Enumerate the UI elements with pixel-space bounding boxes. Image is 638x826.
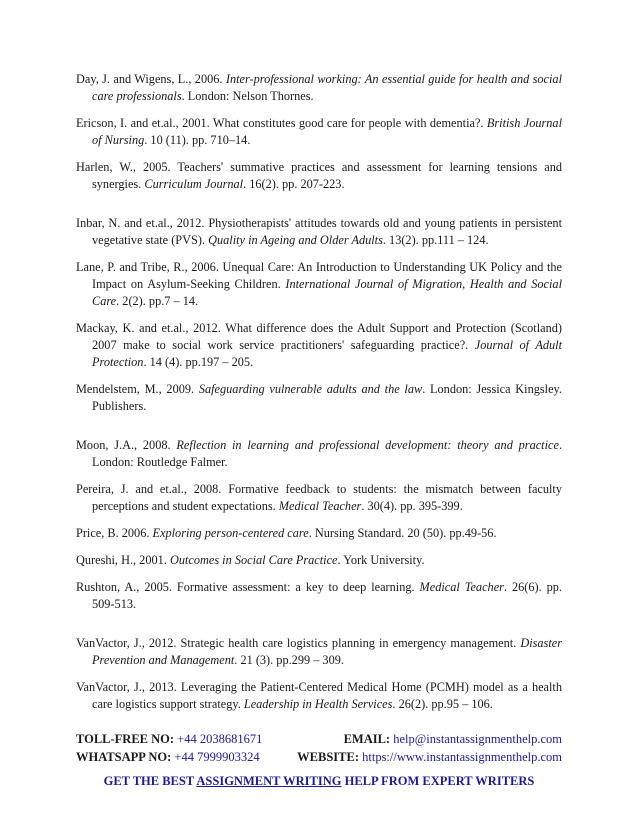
email-link[interactable]: help@instantassignmenthelp.com: [393, 732, 562, 746]
tollfree-info: TOLL-FREE NO: +44 2038681671: [76, 732, 263, 746]
reference-item: Harlen, W., 2005. Teachers' summative practices and assessment for learning tensions and synergies. Curriculum Journal. 16(2). pp. 207-223.: [76, 160, 562, 191]
email-info: EMAIL: help@instantassignmenthelp.com: [343, 732, 562, 746]
reference-list: [76, 71, 562, 713]
reference-item: Day, J. and Wigens, L., 2006. Inter-professional working: An essential guide for health and social care professionals. London: Nelson Thornes.: [76, 72, 562, 103]
reference-item: Mendelstem, M., 2009. Safeguarding vulnerable adults and the law. London: Jessica Kingsley. Publishers.: [76, 382, 562, 413]
assignment-writing-link[interactable]: ASSIGNMENT WRITING: [196, 774, 342, 788]
tollfree-number[interactable]: +44 2038681671: [177, 732, 263, 746]
website-info: WEBSITE: https://www.instantassignmenthelp.com: [297, 750, 562, 764]
whatsapp-number[interactable]: +44 7999903324: [174, 750, 260, 764]
footer-row-web: [76, 748, 562, 766]
reference-item: Mackay, K. and et.al., 2012. What difference does the Adult Support and Protection (Scotland) 2007 make to social work service practitioners' safeguarding practice?. Journal of Adult Protection. 14 (4). pp.197 – 205.: [76, 321, 562, 369]
reference-item: VanVactor, J., 2013. Leveraging the Patient-Centered Medical Home (PCMH) model as a health care logistics support strategy. Leadership in Health Services. 26(2). pp.95 – 106.: [76, 680, 562, 711]
website-link[interactable]: https://www.instantassignmenthelp.com: [362, 750, 562, 764]
reference-item: Rushton, A., 2005. Formative assessment: a key to deep learning. Medical Teacher. 26(6). pp. 509-513.: [76, 580, 562, 611]
reference-item: Lane, P. and Tribe, R., 2006. Unequal Care: An Introduction to Understanding UK Policy and the Impact on Asylum-Seeking Children. International Journal of Migration, Health and Social Care. 2(2). pp.7 – 14.: [76, 260, 562, 308]
contact-footer: [76, 730, 562, 766]
reference-item: Qureshi, H., 2001. Outcomes in Social Care Practice. York University.: [76, 553, 425, 567]
whatsapp-info: WHATSAPP NO: +44 7999903324: [76, 750, 260, 764]
footer-row-phone: [76, 730, 562, 748]
reference-item: Pereira, J. and et.al., 2008. Formative feedback to students: the mismatch between faculty perceptions and student expectations. Medical Teacher. 30(4). pp. 395-399.: [76, 482, 562, 513]
reference-item: Price, B. 2006. Exploring person-centered care. Nursing Standard. 20 (50). pp.49-56.: [76, 526, 497, 540]
reference-item: VanVactor, J., 2012. Strategic health care logistics planning in emergency management. Disaster Prevention and Management. 21 (3). pp.299 – 309.: [76, 636, 562, 667]
reference-item: Inbar, N. and et.al., 2012. Physiotherapists' attitudes towards old and young patients in persistent vegetative state (PVS). Quality in Ageing and Older Adults. 13(2). pp.111 – 124.: [76, 216, 562, 247]
reference-item: Ericson, I. and et.al., 2001. What constitutes good care for people with dementia?. British Journal of Nursing. 10 (11). pp. 710–14.: [76, 116, 562, 147]
promo-banner: GET THE BEST ASSIGNMENT WRITING HELP FROM EXPERT WRITERS: [103, 774, 535, 788]
reference-item: Moon, J.A., 2008. Reflection in learning and professional development: theory and practice. London: Routledge Falmer.: [76, 438, 563, 469]
